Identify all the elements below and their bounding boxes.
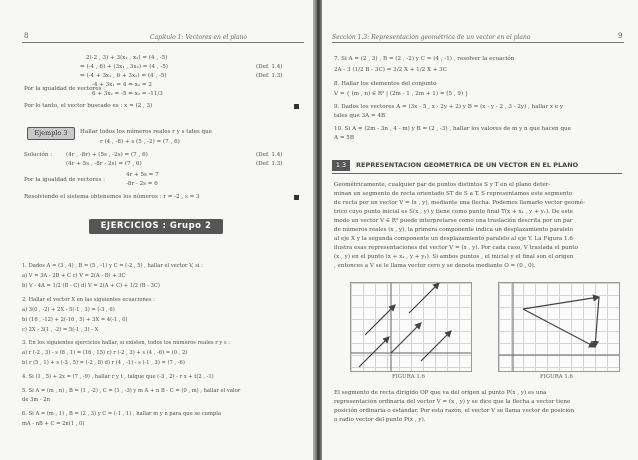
exercises-banner: EJERCICIOS : Grupo 2 [89, 219, 223, 234]
exercise-line: 2. Hallar el vector X en las siguientes ecuaciones : [22, 297, 155, 303]
running-header: Sección 1.3: Representación geométrica de un vector en el plano [332, 34, 531, 41]
exercise-line: c) 2X - 3(1 , -2) = 5(-1 , 3) - X [22, 327, 99, 333]
body-line: modo un vector V ∈ R² puede interpretarse como una traslación descrita por un par [334, 218, 573, 224]
vector-arrow [391, 323, 421, 353]
system-line: -8r - 2s = 6 [126, 181, 158, 187]
exercise-line: b) (16 , -12) + 2(-16 , 5) + 3X = 4(-1 , 0) [22, 317, 128, 323]
figure-triangle [498, 282, 620, 372]
figure-vectors-grid [350, 282, 472, 372]
body-line: Geométricamente, cualquier par de puntos distintos S y T en el plano deter- [334, 182, 551, 188]
equation-line: ⇒ (-4 + 3x₁ , 6 + 3x₂) = (4 , -5) [80, 73, 167, 79]
running-header: Capítulo 1: Vectores en el plano [150, 34, 248, 41]
page-number: 8 [24, 32, 29, 40]
header-rule [332, 42, 624, 43]
definition-ref: (Def. 1.3) [256, 73, 283, 79]
body-line: (x , y) en el punto (x + x₁ , y + y₁). Si ambos puntos , el inicial y el final son el origen [334, 254, 574, 260]
body-line: representación ordinaria del vector V = (x , y) y se dice que la flecha a vector tiene [334, 399, 571, 405]
body-line: El segmento de recta dirigido OP que va del origen al punto P(x , y) es una [334, 390, 547, 396]
problem-line: tales que 3A = 4B [334, 113, 386, 119]
exercise-line: 1. Dados A = (3 , 4) , B = (5 , -1) y C = (-2 , 5) , hallar el vector V, si : [22, 263, 203, 269]
body-line: de números reales (x , y), la primera componente indica un desplazamiento paralelo [334, 227, 574, 233]
system-line: 4r + 5s = 7 [126, 172, 159, 178]
figure-caption: FIGURA 1.6 [392, 374, 425, 380]
body-line: ilustra esas representaciones del vector V = (x , y). Por cada caso, V traslada el punto [334, 245, 578, 251]
right-page [322, 0, 638, 460]
section-title: REPRESENTACION GEOMETRICA DE UN VECTOR EN EL PLANO [356, 161, 579, 169]
vector-arrow [421, 331, 451, 361]
body-line: minan un segmento de recta orientado ST de S a T. S representamos este segmento [334, 191, 573, 197]
exercise-line: b) V - 4A = 1/2 (B - C) d) V = 2(A + C) + 1/2 (B - 3C) [22, 283, 160, 289]
problem-line: V = { (m , n) ∈ R² | (2m - 1 , 2m + 1) = (5 , 9) } [334, 91, 469, 97]
vector-arrow [523, 297, 599, 309]
header-rule [22, 42, 304, 43]
vector-arrow [359, 337, 389, 367]
example-statement: Hallar todos los números reales r y s tales que [80, 129, 213, 135]
equation-line: 2(-2 , 3) + 3(x₁ , x₂) = (4 , -5) [86, 55, 168, 61]
end-proof-mark [294, 104, 299, 109]
figure-triangle-drawing [499, 283, 619, 371]
body-line: de recta por un vector V = (x , y), mediante una flecha. Podemos llamarlo vector geomé- [334, 200, 586, 206]
exercise-line: a) V = 3A - 2B + C c) V = 2(A - B) + 3C [22, 273, 126, 279]
problem-line: A = 5B [334, 135, 354, 141]
exercise-line: b) r (5 , 1) + s (-3 , 5) = (-2 , 8) d) r (4 , -1) - s (-1 , 3) = (7 , -6) [22, 360, 185, 366]
equal-vectors-label: Por la igualdad de vectores : [24, 86, 106, 92]
system-line: -4 + 3x₁ = 4 ⇔ x₁ = 2 [92, 82, 152, 88]
problem-line: 8. Hallar los elementos del conjunto [334, 81, 437, 87]
exercise-line: mA - nB + C = 2n(1 , 0) [22, 421, 85, 427]
exercise-line: a) r (-2 , 3) - s (8 , 1) = (16 , 15) c) r (-2 , 3) + s (4 , -6) = (0 , 2) [22, 350, 188, 356]
problem-line: 10. Si A = (2m - 3n , 4 - m) y B = (2 , -3) , hallar los valores de m y n que hacen que [334, 126, 571, 132]
conclusion: Por lo tanto, el vector buscado es : x = (2 , 3) [24, 103, 153, 109]
vector-arrow [595, 297, 599, 347]
exercise-line: de 3m - 2n [22, 397, 50, 403]
section-rule [332, 173, 622, 174]
end-proof-mark [294, 195, 299, 200]
system-line: 6 + 3x₂ = -5 ⇔ x₂ = -11/3 [92, 91, 163, 97]
problem-line: 2A - 3 (1/2 B - 3C) = 3/2 X + 1/2 X + 3C [334, 67, 448, 73]
example-label: Ejemplo 3 [27, 127, 75, 140]
exercise-line: a) 3(0 , -2) + 2X - 5(-1 , 3) = (-3 , 6) [22, 307, 115, 313]
example-equation: r (4 , -8) + s (5 , -2) = (7 , 6) [100, 139, 180, 145]
solution-line: (4r + 5s , -8r - 2s) = (7 , 6) [66, 161, 142, 167]
problem-line: 7. Si A = (2 , 3) , B = (2 , -2) y C = (4 , -1) , resolver la ecuación [334, 56, 515, 62]
left-page [0, 0, 313, 460]
body-line: posición ordinaria o estándar. Por esta razón, el vector V se llama vector de posición [334, 408, 575, 414]
book-gutter [313, 0, 322, 460]
problem-line: 9. Dados los vectores A = (3x - 5 , x - 2y + 2) y B = (x - y - 2 , 3 - 2y) , hallar x e y [334, 104, 564, 110]
system-label: Por la igualdad de vectores : [24, 177, 106, 183]
body-line: , entonces a V se le llama vector cero y se denota mediante O = (0 , 0). [334, 263, 536, 269]
exercise-line: 5. Si A = (m , n) , B = (1 , -2) , C = (1 , -3) y m A + n B - C = (0 , m) , hallar el valor [22, 388, 241, 394]
vector-arrow [523, 309, 595, 347]
example-result: Resolviendo el sistema obtenemos los números : r = -2 , s = 3 [24, 194, 200, 200]
solution-label: Solución : [24, 152, 53, 158]
equation-line: ⇒ (-4 , 6) + (3x₁ , 3x₂) = (4 , -5) [80, 64, 168, 70]
solution-line: (4r , -8r) + (5s , -2s) = (7 , 6) [66, 152, 148, 158]
definition-ref: (Def. 1.3) [256, 161, 283, 167]
figure-vectors-drawing [351, 283, 471, 371]
body-line: al eje X y la segunda componente un desplazamiento paralelo al eje Y. La Figura 1.6 [334, 236, 573, 242]
exercise-line: 6. Si A = (m , 1) , B = (2 , 3) y C = (-1 , 1) , hallar m y n para que se cumpla [22, 411, 221, 417]
definition-ref: (Def. 1.4) [256, 64, 283, 70]
vector-arrow [409, 283, 439, 313]
page-number: 9 [618, 32, 623, 40]
figure-caption: FIGURA 1.6 [540, 374, 573, 380]
exercise-line: 3. En los siguientes ejercicios hallar, si existen, todos los números reales r y s : [22, 340, 231, 346]
definition-ref: (Def. 1.4) [256, 152, 283, 158]
section-number: 1.3 [332, 160, 350, 171]
body-line: trico cuyo punto inicial es S(x , y) y tiene como punto final T(x + x₁ , y + y₁). De este [334, 209, 574, 215]
exercise-line: 4. Si (1 , 5) + 2x = (7 , -9) , hallar r y t , talque que (-3 , 2) - r x + t(2 , -1) [22, 374, 214, 380]
body-line: o radio vector del punto P(x , y). [334, 417, 426, 423]
